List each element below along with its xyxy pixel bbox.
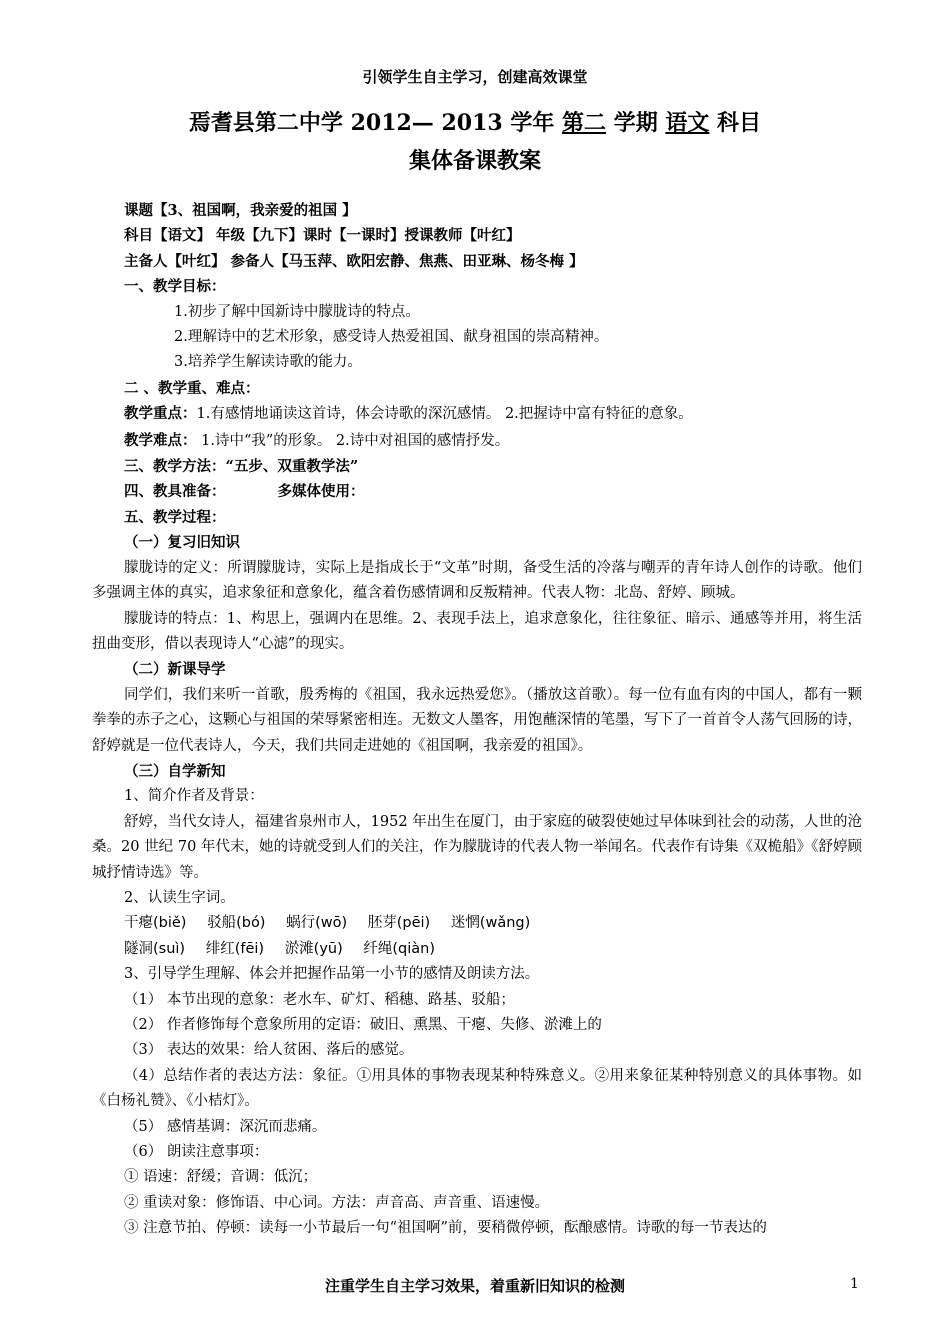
analysis-item: （3） 表达的效果：给人贫困、落后的感觉。	[124, 1042, 414, 1059]
analysis-item: （6） 朗读注意事项：	[124, 1144, 269, 1161]
paragraph-intro: 同学们，我们来听一首歌，殷秀梅的《祖国，我永远热爱您》。（播放这首歌）。每一位有血有肉的中国人，都有一颗拳拳的赤子之心，这颗心与祖国的荣辱紧密相连。无数文人墨客，用饱蘸深情的笔墨，写下了一首首令人荡气回肠的诗，舒婷就是一位代表诗人，今天，我们共同走进她的《祖国啊，我亲爱的祖国》。	[92, 686, 862, 754]
section-heading-method: 三、教学方法：“五步、双重教学法”	[124, 458, 359, 476]
title-mid: 学期	[606, 110, 666, 136]
meta-course: 科目【语文】 年级【九下】课时【一课时】授课教师【叶红】	[124, 227, 521, 245]
vocab-word: 胚芽(pēi)	[367, 915, 431, 932]
vocab-word: 干瘪(biě)	[124, 915, 187, 932]
title-suffix: 科目	[709, 110, 762, 136]
tools-label: 四、教具准备：	[124, 483, 226, 501]
paragraph-author: 舒婷，当代女诗人，福建省泉州市人，1952 年出生在厦门，由于家庭的破裂使她过早体味到社会的动荡，人世的沧桑。20 世纪 70 年代末，她的诗就受到人们的关注，作为朦胧诗的代表人物一举闻名。代表作有诗集《双桅船》《舒婷顾城抒情诗选》等。	[92, 813, 862, 881]
section-heading-process: 五、教学过程：	[124, 508, 226, 526]
difficulty-line	[92, 428, 862, 454]
document-body	[92, 198, 862, 1242]
vocab-word: 迷惘(wǎng)	[450, 915, 531, 932]
analysis-item: （4）总结作者的表达方法：象征。①用具体的事物表现某种特殊意义。②用来象征某种特别意义的具体事物。如《白杨礼赞》、《小桔灯》。	[92, 1067, 862, 1110]
difficulty-label: 教学难点：	[124, 431, 197, 449]
page-number: 1	[850, 1276, 859, 1292]
item-vocab-heading: 2、认读生字词。	[124, 889, 235, 906]
goal-item: 1.初步了解中国新诗中朦胧诗的特点。	[174, 303, 420, 320]
difficulty-text: 1.诗中“我”的形象。 2.诗中对祖国的感情抒发。	[196, 432, 510, 449]
key-point-label: 教学重点：	[124, 405, 197, 423]
subsection-intro: （二）新课导学	[124, 661, 226, 679]
document-title	[0, 108, 950, 138]
subsection-self-study: （三）自学新知	[124, 762, 226, 780]
vocab-word: 绯红(fēi)	[205, 940, 265, 957]
section-heading-goals: 一、教学目标：	[124, 278, 226, 296]
section-heading-keypoints: 二 、教学重、难点：	[124, 379, 260, 397]
analysis-item: （5） 感情基调：深沉而悲痛。	[124, 1118, 327, 1135]
page-footer: 注重学生自主学习效果，着重新旧知识的检测	[324, 1277, 625, 1295]
title-term: 第二	[562, 110, 607, 136]
reading-note: ② 重读对象：修饰语、中心词。方法：声音高、声音重、语速慢。	[124, 1194, 550, 1211]
subsection-review: （一）复习旧知识	[124, 534, 240, 552]
paragraph-definition: 朦胧诗的定义：所谓朦胧诗，实际上是指成长于“文革”时期，备受生活的冷落与嘲弄的青年诗人创作的诗歌。他们多强调主体的真实，追求象征和意象化，蕴含着伤感情调和反叛精神。代表人物：北岛、舒婷、顾城。	[92, 559, 862, 602]
goal-item: 3.培养学生解读诗歌的能力。	[174, 354, 362, 371]
vocab-word: 隧洞(suì)	[124, 940, 186, 957]
vocab-word: 纤绳(qiàn)	[363, 940, 436, 957]
item-author-heading: 1、简介作者及背景：	[124, 788, 264, 805]
key-point-text: 1.有感情地诵读这首诗，体会诗歌的深沉感情。 2.把握诗中富有特征的意象。	[196, 406, 693, 423]
vocab-word: 淤滩(yū)	[284, 940, 343, 957]
meta-topic: 课题【3、祖国啊，我亲爱的祖国 】	[124, 202, 357, 219]
title-subject: 语文	[665, 110, 710, 136]
key-point-line	[92, 401, 862, 427]
analysis-item: （1） 本节出现的意象：老水车、矿灯、稻穗、路基、驳船；	[124, 991, 515, 1008]
reading-note: ③ 注意节拍、停顿：读每一小节最后一句“祖国啊”前，要稍微停顿，酝酿感情。诗歌的每一节表达的	[124, 1220, 767, 1237]
pinyin-row	[92, 911, 862, 936]
vocab-word: 蜗行(wō)	[286, 915, 348, 932]
vocab-word: 驳船(bó)	[207, 915, 266, 932]
document-subtitle: 集体备课教案	[408, 148, 541, 174]
paragraph-features: 朦胧诗的特点：1、构思上，强调内在思维。2、表现手法上，追求意象化，往往象征、暗示、通感等并用，将生活扭曲变形，借以表现诗人“心滤”的现实。	[92, 610, 862, 652]
goal-item: 2.理解诗中的艺术形象，感受诗人热爱祖国、献身祖国的崇高精神。	[174, 329, 609, 346]
meta-preparers: 主备人【叶红】 参备人【马玉萍、欧阳宏静、焦燕、田亚琳、杨冬梅 】	[124, 252, 584, 270]
multimedia-label: 多媒体使用：	[277, 483, 365, 501]
section-heading-tools	[92, 479, 862, 504]
title-prefix: 焉耆县第二中学 2012— 2013 学年	[188, 110, 563, 136]
pinyin-row	[92, 937, 862, 962]
analysis-item: （2） 作者修饰每个意象所用的定语：破旧、熏黑、干瘪、失修、淤滩上的	[124, 1017, 602, 1033]
page-header: 引领学生自主学习，创建高效课堂	[362, 68, 588, 86]
item-guide-heading: 3、引导学生理解、体会并把握作品第一小节的感情及朗读方法。	[124, 966, 540, 983]
reading-note: ① 语速：舒缓；音调：低沉；	[124, 1169, 318, 1186]
